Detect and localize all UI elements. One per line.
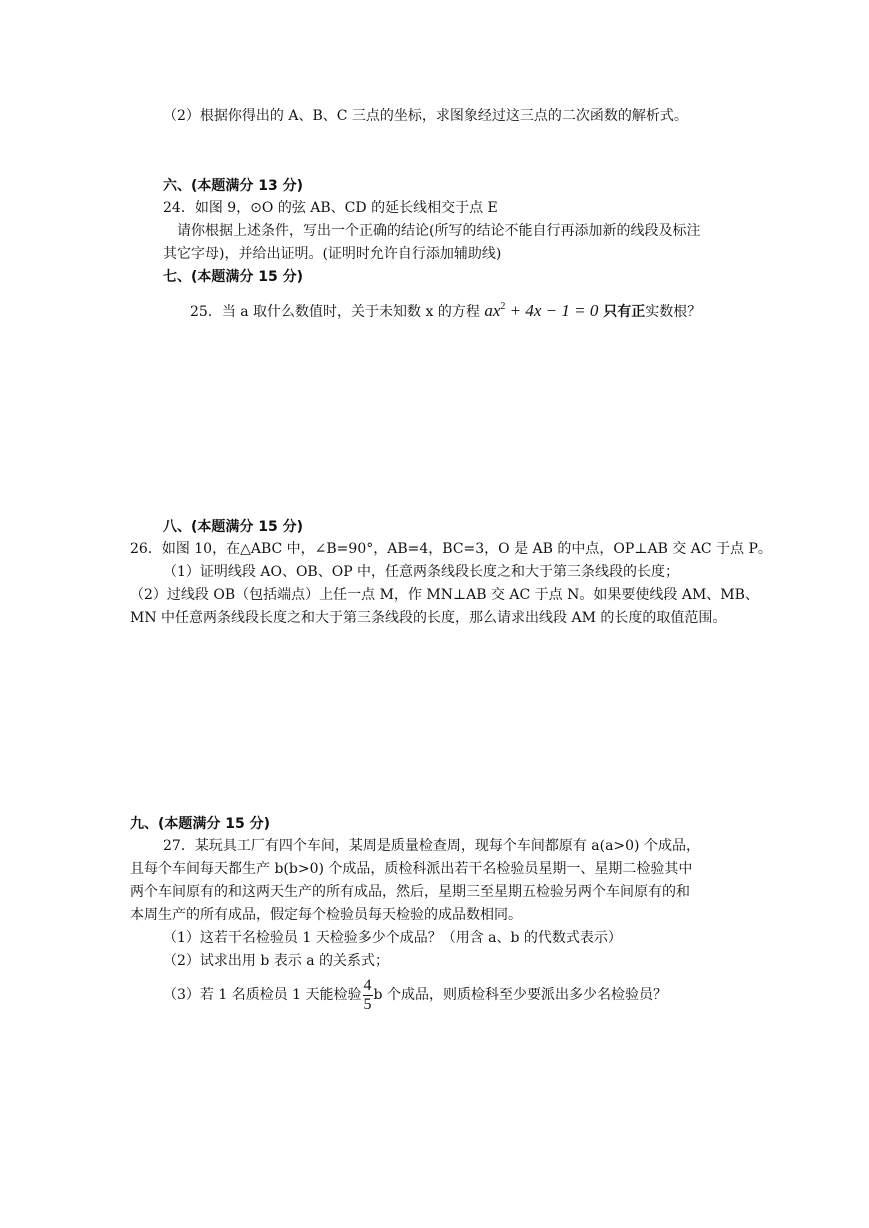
section6-heading: 六、(本题满分 13 分) xyxy=(163,178,304,194)
q27-part3 xyxy=(163,975,667,1015)
q27-line2: 且每个车间每天都生产 b(b>0) 个成品，质检科派出若干名检验员星期一、星期二检验其中 xyxy=(130,861,693,877)
q24-number: 24．如图 9， xyxy=(163,200,251,216)
q27-part2: （2）试求出用 b 表示 a 的关系式； xyxy=(163,953,390,969)
q25-bold-text: 只有正 xyxy=(598,304,646,320)
section9-heading: 九、(本题满分 15 分) xyxy=(130,816,271,832)
q24-line3: 其它字母)，并给出证明。(证明时允许自行添加辅助线) xyxy=(163,246,502,262)
q26-line1: 26．如图 10，在△ABC 中，∠B=90°，AB=4，BC=3，O 是 AB 的中点，OP⊥AB 交 AC 于点 P。 xyxy=(130,541,772,557)
q27-line3: 两个车间原有的和这两天生产的所有成品，然后，星期三至星期五检验另两个车间原有的和 xyxy=(130,884,690,900)
q25-equation: $ax^2 + 4x - 1 = 0$ xyxy=(484,301,599,320)
q27-part1: （1）这若干名检验员 1 天检验多少个成品？（用含 a、b 的代数式表示） xyxy=(163,930,622,946)
q23-part2: （2）根据你得出的 A、B、C 三点的坐标，求图象经过这三点的二次函数的解析式。 xyxy=(163,108,688,124)
q26-part1: （1）证明线段 AO、OB、OP 中，任意两条线段长度之和大于第三条线段的长度； xyxy=(163,564,680,580)
q25-text-post: 实数根？ xyxy=(645,304,702,320)
q25-text-pre: 25．当 a 取什么数值时，关于未知数 x 的方程 xyxy=(190,304,480,320)
q26-part2-line2: MN 中任意两条线段长度之和大于第三条线段的长度，那么请求出线段 AM 的长度的取值范围。 xyxy=(130,610,727,626)
fraction-numerator: 4 xyxy=(363,976,372,994)
q27-line1: 27．某玩具工厂有四个车间，某周是质量检查周，现每个车间都原有 a(a>0) 个成品， xyxy=(163,838,700,854)
q27-part3-post: b 个成品，则质检科至少要派出多少名检验员？ xyxy=(373,987,667,1003)
section8-heading: 八、(本题满分 15 分) xyxy=(163,519,304,535)
circle-symbol-icon: ⊙ xyxy=(250,200,262,216)
q25-line xyxy=(190,302,701,321)
section7-heading: 七、(本题满分 15 分) xyxy=(163,269,304,285)
q24-line1 xyxy=(163,199,498,217)
q24-text: O 的弦 AB、CD 的延长线相交于点 E xyxy=(261,200,498,216)
fraction-denominator: 5 xyxy=(363,995,372,1013)
q26-part2-line1: （2）过线段 OB（包括端点）上任一点 M，作 MN⊥AB 交 AC 于点 N。如果要使线段 AM、MB、 xyxy=(130,587,759,603)
fraction xyxy=(363,977,373,1014)
q27-line4: 本周生产的所有成品，假定每个检验员每天检验的成品数相同。 xyxy=(130,907,522,923)
q27-part3-pre: （3）若 1 名质检员 1 天能检验 xyxy=(163,987,362,1003)
q24-line2: 请你根据上述条件，写出一个正确的结论(所写的结论不能自行再添加新的线段及标注 xyxy=(177,223,701,239)
